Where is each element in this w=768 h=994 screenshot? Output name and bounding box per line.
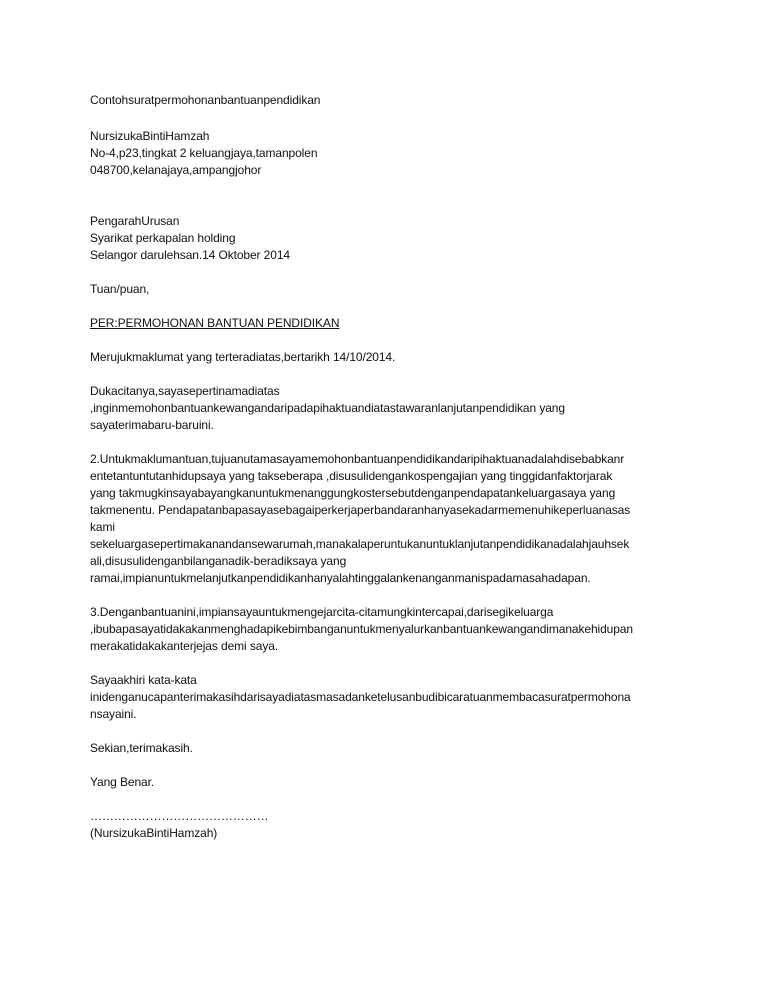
paragraph-3 <box>90 451 690 587</box>
paragraph-4-line: ,ibubapasayatidakakanmenghadapikebimbanganuntukmenyalurkanbantuankewangandimanakehidupan <box>90 622 633 636</box>
paragraph-3-line: entetantuntutanhidupsaya yang takseberapa ,disusulidengankospengajian yang tinggidanfaktorjarak <box>90 469 613 483</box>
paragraph-2-line: sayaterimabaru-baruini. <box>90 418 214 432</box>
paragraph-3-line: ramai,impianuntukmelanjutkanpendidikanhanyalahtinggalankenanganmanispadamasahadapan. <box>90 571 591 585</box>
signature-name: (NursizukaBintiHamzah) <box>90 826 218 840</box>
sender-block <box>90 128 690 179</box>
paragraph-3-line: 2.Untukmaklumantuan,tujuanutamasayamemohonbantuanpendidikandaripihaktuanadalahdisebabkanr <box>90 452 625 466</box>
paragraph-1: Merujukmaklumat yang terteradiatas,bertarikh 14/10/2014. <box>90 350 396 364</box>
paragraph-3-line: yang takmugkinsayabayangkanuntukmenanggungkostersebutdenganpendapatankeluargasaya yang <box>90 486 616 500</box>
sender-name: NursizukaBintiHamzah <box>90 129 210 143</box>
closing-sincerely: Yang Benar. <box>90 775 155 789</box>
recipient-location-date: Selangor darulehsan.14 Oktober 2014 <box>90 248 290 262</box>
document-heading: Contohsuratpermohonanbantuanpendidikan <box>90 93 321 107</box>
paragraph-4-line: 3.Denganbantuanini,impiansayauntukmengejarcita-citamungkintercapai,darisegikeluarga <box>90 605 554 619</box>
recipient-company: Syarikat perkapalan holding <box>90 231 236 245</box>
paragraph-5 <box>90 672 690 723</box>
paragraph-4-line: merakatidakakanterjejas demi saya. <box>90 639 279 653</box>
closing-thanks: Sekian,terimakasih. <box>90 741 193 755</box>
sender-address-line-2: 048700,kelanajaya,ampangjohor <box>90 163 262 177</box>
paragraph-5-line: nsayaini. <box>90 707 137 721</box>
paragraph-2 <box>90 383 690 434</box>
paragraph-2-line: ,inginmemohonbantuankewangandaripadapihaktuandiatastawaranlanjutanpendidikan yang <box>90 401 565 415</box>
subject-line: PER:PERMOHONAN BANTUAN PENDIDIKAN <box>90 316 340 330</box>
paragraph-3-line: kami <box>90 520 115 534</box>
paragraph-4 <box>90 604 690 655</box>
paragraph-3-line: sekeluargasepertimakanandansewarumah,manakalaperuntukanuntuklanjutanpendidikanadalahjauhsek <box>90 537 630 551</box>
paragraph-2-line: Dukacitanya,sayasepertinamadiatas <box>90 384 280 398</box>
recipient-title: PengarahUrusan <box>90 214 180 228</box>
signature-block <box>90 808 690 842</box>
signature-line: ……………………………………… <box>90 809 269 823</box>
paragraph-5-line: inidenganucapanterimakasihdarisayadiatasmasadanketelusanbudibicaratuanmembacasuratpermohona <box>90 690 631 704</box>
letter-content <box>90 92 690 842</box>
paragraph-3-line: ali,disusulidenganbilanganadik-beradiksaya yang <box>90 554 347 568</box>
sender-address-line-1: No-4,p23,tingkat 2 keluangjaya,tamanpolen <box>90 146 318 160</box>
paragraph-3-line: takmenentu. Pendapatanbapasayasebagaiperkerjaperbandaranhanyasekadarmemenuhikeperluanasas <box>90 503 631 517</box>
paragraph-5-line: Sayaakhiri kata-kata <box>90 673 197 687</box>
salutation: Tuan/puan, <box>90 282 150 296</box>
recipient-block <box>90 213 690 264</box>
